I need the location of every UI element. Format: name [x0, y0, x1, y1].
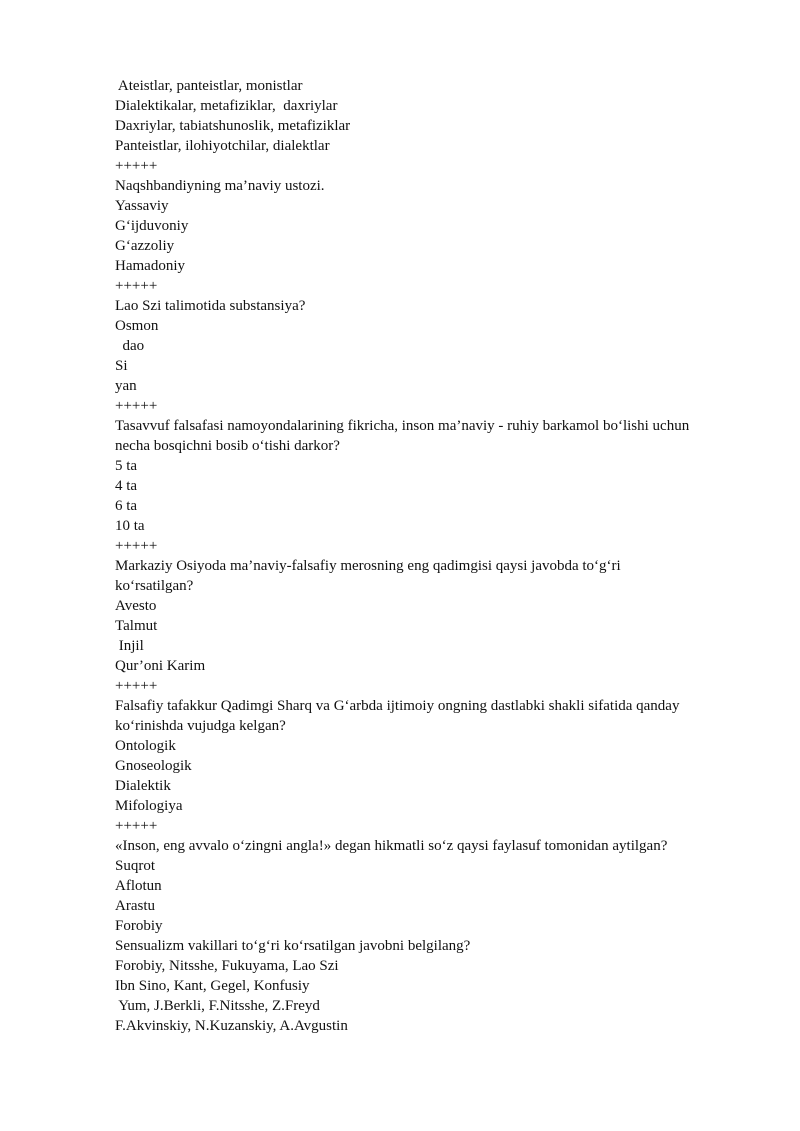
- text-line: dao: [115, 338, 145, 354]
- text-line: Arastu: [115, 898, 155, 914]
- separator-line: +++++: [115, 278, 158, 294]
- text-line: «Inson, eng avvalo o‘zingni angla!» degan hikmatli so‘z qaysi faylasuf tomonidan aytilgan?: [115, 838, 668, 854]
- text-line: Forobiy: [115, 918, 163, 934]
- text-line: Suqrot: [115, 858, 156, 874]
- text-line: 5 ta: [115, 458, 138, 474]
- separator-line: +++++: [115, 538, 158, 554]
- text-line: Hamadoniy: [115, 258, 185, 274]
- text-line: Naqshbandiyning ma’naviy ustozi.: [115, 178, 325, 194]
- text-line: G‘ijduvoniy: [115, 218, 189, 234]
- text-line: Sensualizm vakillari to‘g‘ri ko‘rsatilgan javobni belgilang?: [115, 938, 471, 954]
- text-line: Avesto: [115, 598, 157, 614]
- text-line: ko‘rsatilgan?: [115, 578, 194, 594]
- text-line: Dialektik: [115, 778, 171, 794]
- text-line: Ateistlar, panteistlar, monistlar: [115, 78, 303, 94]
- text-line: yan: [115, 378, 137, 394]
- text-line: Aflotun: [115, 878, 162, 894]
- text-line: Tasavvuf falsafasi namoyondalarining fikricha, inson ma’naviy - ruhiy barkamol bo‘lishi uchun: [115, 418, 690, 434]
- separator-line: +++++: [115, 678, 158, 694]
- separator-line: +++++: [115, 398, 158, 414]
- text-line: Ibn Sino, Kant, Gegel, Konfusiy: [115, 978, 310, 994]
- text-line: Mifologiya: [115, 798, 183, 814]
- separator-line: +++++: [115, 818, 158, 834]
- text-line: Osmon: [115, 318, 159, 334]
- separator-line: +++++: [115, 158, 158, 174]
- document-page: [115, 76, 745, 1036]
- text-line: 10 ta: [115, 518, 145, 534]
- text-line: Dialektikalar, metafiziklar, daxriylar: [115, 98, 338, 114]
- text-line: Injil: [115, 638, 144, 654]
- text-line: necha bosqichni bosib o‘tishi darkor?: [115, 438, 340, 454]
- text-line: F.Akvinskiy, N.Kuzanskiy, A.Avgustin: [115, 1018, 348, 1034]
- text-line: Falsafiy tafakkur Qadimgi Sharq va G‘arbda ijtimoiy ongning dastlabki shakli sifatida qanday: [115, 698, 680, 714]
- text-line: Talmut: [115, 618, 158, 634]
- text-line: Daxriylar, tabiatshunoslik, metafiziklar: [115, 118, 351, 134]
- text-line: Qur’oni Karim: [115, 658, 206, 674]
- text-line: ko‘rinishda vujudga kelgan?: [115, 718, 286, 734]
- text-line: 4 ta: [115, 478, 138, 494]
- text-line: Gnoseologik: [115, 758, 192, 774]
- text-line: Yassaviy: [115, 198, 169, 214]
- text-line: Markaziy Osiyoda ma’naviy-falsafiy merosning eng qadimgisi qaysi javobda to‘g‘ri: [115, 558, 621, 574]
- text-line: 6 ta: [115, 498, 138, 514]
- text-line: Panteistlar, ilohiyotchilar, dialektlar: [115, 138, 330, 154]
- text-line: Ontologik: [115, 738, 176, 754]
- text-line: Lao Szi talimotida substansiya?: [115, 298, 306, 314]
- text-line: Si: [115, 358, 128, 374]
- text-line: Yum, J.Berkli, F.Nitsshe, Z.Freyd: [115, 998, 320, 1014]
- text-line: Forobiy, Nitsshe, Fukuyama, Lao Szi: [115, 958, 339, 974]
- text-line: G‘azzoliy: [115, 238, 175, 254]
